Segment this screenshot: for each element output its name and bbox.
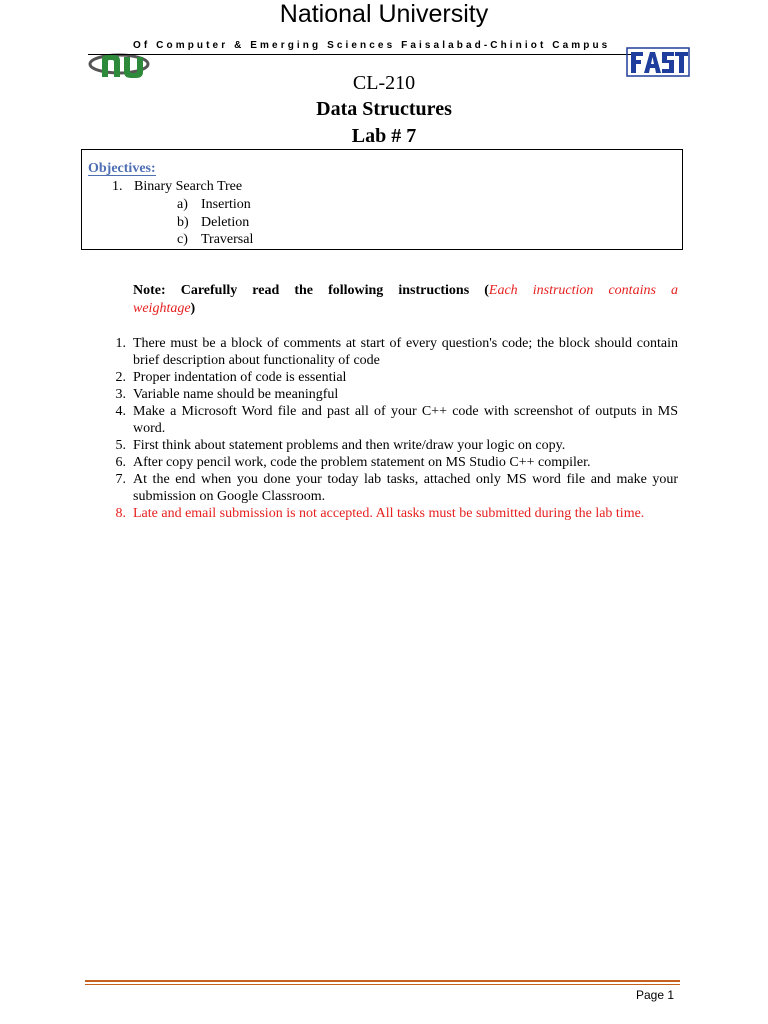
header-divider xyxy=(88,54,633,55)
list-item-number: 5. xyxy=(115,438,126,453)
note-line-continued xyxy=(133,300,195,318)
list-item xyxy=(104,386,678,403)
list-item xyxy=(104,369,678,386)
list-item xyxy=(104,437,678,454)
subitem-letter: a) xyxy=(177,197,188,212)
subitem-text: Insertion xyxy=(201,197,251,212)
list-item-text: Late and email submission is not accepted. All tasks must be submitted during the lab time. xyxy=(133,506,645,521)
list-item-text: First think about statement problems and then write/draw your logic on copy. xyxy=(133,438,566,453)
objectives-box xyxy=(81,149,683,250)
footer-divider-thin xyxy=(85,984,680,985)
list-item-warning xyxy=(104,505,678,522)
objective-main-number: 1. xyxy=(112,179,123,194)
note-weightage-text: Each instruction contains a xyxy=(488,283,678,298)
list-item-number: 4. xyxy=(115,404,126,419)
list-item-text: There must be a block of comments at start of every question's code; the block should contain brief description about functionality of code xyxy=(133,336,678,368)
list-item-number: 6. xyxy=(115,455,126,470)
university-subtitle: Of Computer & Emerging Sciences Faisalabad-Chiniot Campus xyxy=(133,40,611,51)
instructions-list xyxy=(104,335,678,522)
objectives-title: Objectives: xyxy=(88,161,156,176)
list-item-number: 1. xyxy=(115,336,126,351)
note-label: Note: Carefully read the following instructions ( xyxy=(133,283,489,298)
page-header-title: National University xyxy=(279,0,489,28)
list-item-text: Proper indentation of code is essential xyxy=(133,370,347,385)
list-item xyxy=(104,454,678,471)
objective-subitem xyxy=(177,215,249,231)
subitem-letter: b) xyxy=(177,215,189,230)
list-item xyxy=(104,403,678,437)
list-item-number: 3. xyxy=(115,387,126,402)
list-item-number: 8. xyxy=(115,506,126,521)
subitem-letter: c) xyxy=(177,232,188,247)
note-close: ) xyxy=(190,301,196,316)
course-code: CL-210 xyxy=(352,72,416,94)
objective-subitem xyxy=(177,232,253,248)
objective-main xyxy=(112,179,242,195)
note-line xyxy=(133,282,678,300)
page-number: Page 1 xyxy=(636,988,675,1002)
list-item-number: 7. xyxy=(115,472,126,487)
list-item-text: Make a Microsoft Word file and past all of your C++ code with screenshot of outputs in MS word. xyxy=(133,404,678,436)
list-item xyxy=(104,471,678,505)
course-name: Data Structures xyxy=(316,98,452,120)
list-item-number: 2. xyxy=(115,370,126,385)
list-item-text: At the end when you done your today lab tasks, attached only MS word file and make your submission on Google Classroom. xyxy=(133,472,678,504)
footer-divider xyxy=(85,980,680,982)
list-item-text: After copy pencil work, code the problem statement on MS Studio C++ compiler. xyxy=(133,455,591,470)
note-weightage-word: weightage xyxy=(133,301,191,316)
objective-subitem xyxy=(177,197,251,213)
list-item xyxy=(104,335,678,369)
lab-number: Lab # 7 xyxy=(351,125,417,147)
list-item-text: Variable name should be meaningful xyxy=(133,387,339,402)
subitem-text: Traversal xyxy=(201,232,254,247)
objective-main-text: Binary Search Tree xyxy=(134,179,243,194)
subitem-text: Deletion xyxy=(201,215,250,230)
